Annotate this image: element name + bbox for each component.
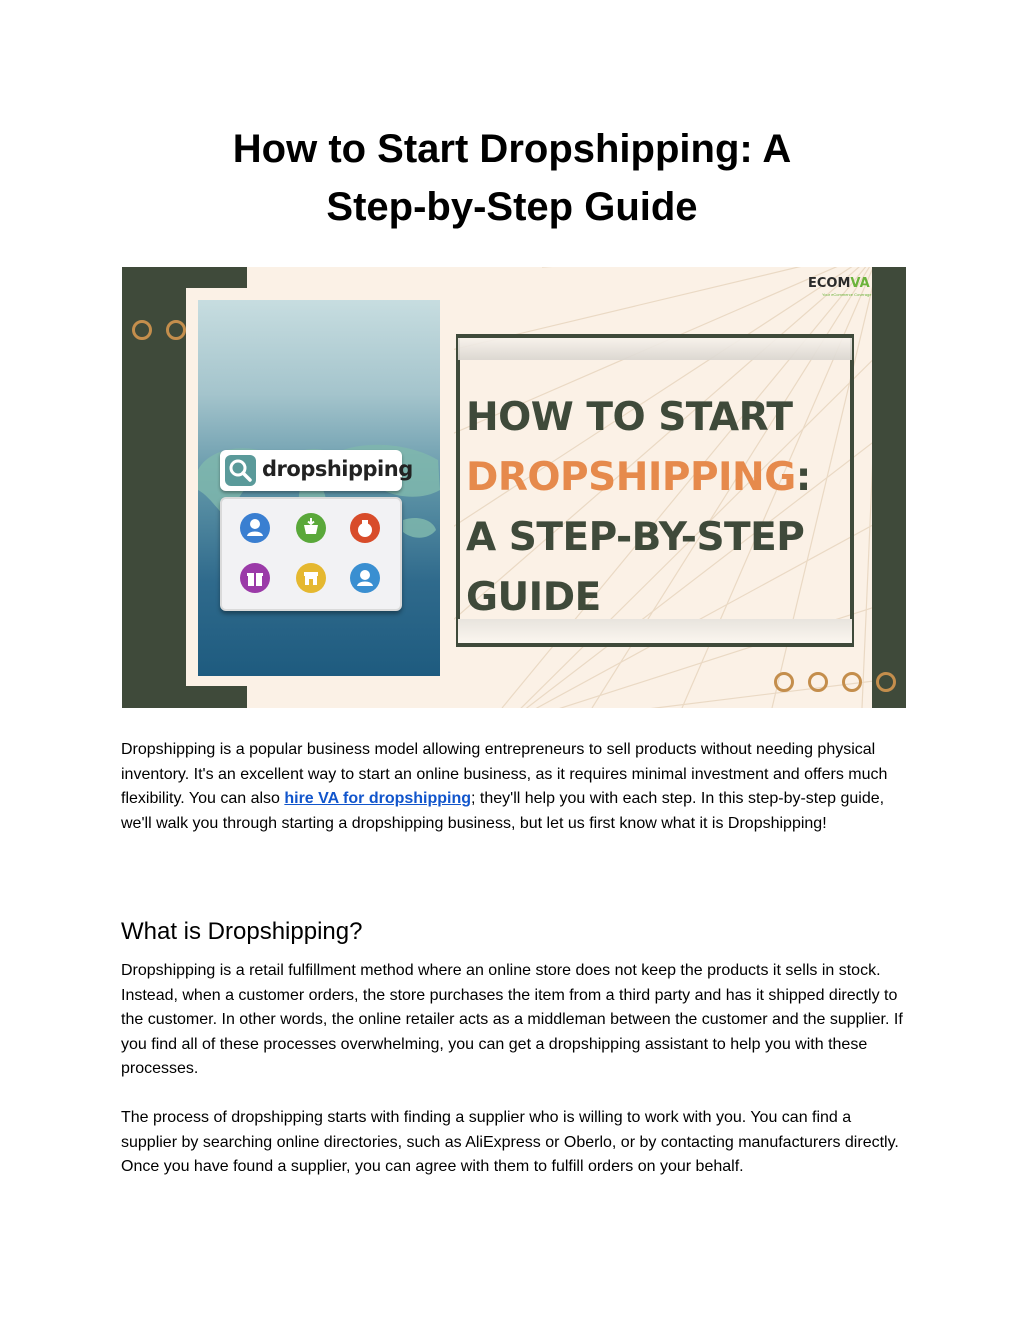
brand-main: ECOM — [808, 276, 851, 291]
banner-headline — [466, 388, 846, 628]
right-accent-bar — [872, 267, 906, 708]
headline-highlight: DROPSHIPPING — [466, 455, 796, 500]
gift-icon — [240, 563, 270, 593]
ring-decoration — [876, 672, 896, 692]
store-icon — [296, 563, 326, 593]
hire-va-link[interactable]: hire VA for dropshipping — [284, 790, 472, 808]
headline-band — [458, 338, 852, 360]
ring-decoration — [842, 672, 862, 692]
cart-download-icon — [296, 513, 326, 543]
headline-colon: : — [795, 455, 811, 500]
headline-line: A STEP-BY-STEP — [466, 515, 805, 560]
search-bar-illustration — [220, 450, 413, 491]
app-icons-card — [220, 497, 402, 611]
ring-decoration — [166, 320, 186, 340]
brand-logo — [808, 276, 870, 291]
search-word: dropshipping — [262, 457, 413, 481]
hero-banner-image — [122, 267, 906, 708]
body-paragraph-1: Dropshipping is a retail fulfillment method where an online store does not keep the products it sells in stock. Instead, when a customer orders, the store purchases the item from a third party and has it shipped directly to the customer. In other words, the online retailer acts as a middleman between the customer and the supplier. If you find all of these processes overwhelming, you can get a dropshipping assistant to help you with these processes. — [121, 962, 903, 1078]
body-paragraph-2: The process of dropshipping starts with finding a supplier who is willing to work with you. You can find a supplier by searching online directories, such as AliExpress or Oberlo, or by contacting manufacturers directly. Once you have found a supplier, you can agree with them to fulfill orders on your behalf. — [121, 1109, 899, 1176]
money-bag-icon — [350, 513, 380, 543]
section-heading: What is Dropshipping? — [121, 918, 363, 945]
page-title — [120, 120, 904, 236]
intro-text-continued: ; they'll help you with each step. In this step-by-step guide, we'll walk you through starting a dropshipping business, but let us first know what it is Dropshipping! — [121, 790, 885, 832]
ring-decoration — [808, 672, 828, 692]
ring-decoration — [774, 672, 794, 692]
support-agent-icon — [350, 563, 380, 593]
headline-line — [466, 448, 846, 508]
search-icon — [225, 455, 256, 486]
ring-decoration — [132, 320, 152, 340]
headline-line: HOW TO START — [466, 395, 793, 440]
brand-tagline: Your eCommerce Coverage — [822, 292, 872, 297]
title-line-2: Step-by-Step Guide — [326, 185, 698, 229]
intro-text: Dropshipping is a popular business model allowing entrepreneurs to sell products without needing physical inventory. It's an excellent way to start an online business, as it requires minimal investment and offers much flexibility. You can also — [121, 741, 888, 808]
user-icon — [240, 513, 270, 543]
brand-accent: VA — [850, 276, 870, 291]
intro-paragraph — [121, 738, 905, 836]
title-line-1: How to Start Dropshipping: A — [232, 127, 792, 171]
headline-line: GUIDE — [466, 575, 601, 620]
